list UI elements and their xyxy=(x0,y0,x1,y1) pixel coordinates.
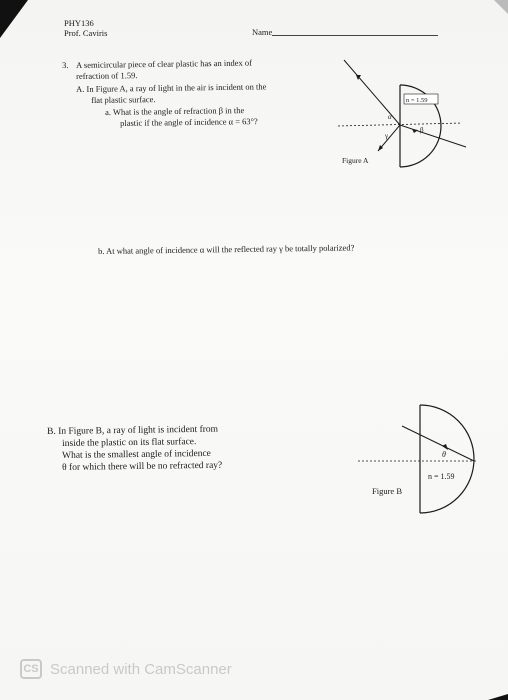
figure-a-beta-label: β xyxy=(420,126,424,134)
partB-line1: B. In Figure B, a ray of light is incident from xyxy=(47,424,219,437)
figure-b-theta-label: θ xyxy=(442,450,446,459)
camscanner-text: Scanned with CamScanner xyxy=(50,660,232,678)
course-code: PHY136 xyxy=(64,18,94,28)
partA-line1: A. In Figure A, a ray of light in the air is incident on the xyxy=(76,81,267,94)
figure-b-index-label: n = 1.59 xyxy=(428,472,455,481)
partA-line2: flat plastic surface. xyxy=(91,94,156,105)
figure-a-gamma-label: γ xyxy=(385,132,389,140)
camscanner-watermark xyxy=(20,658,232,680)
figure-a-refracted-ray xyxy=(400,125,466,147)
scan-corner-shadow xyxy=(0,0,28,38)
question-intro-line1: A semicircular piece of clear plastic has an index of xyxy=(76,57,252,70)
camscanner-logo-icon: CS xyxy=(20,659,42,679)
figure-a-caption: Figure A xyxy=(342,156,369,165)
partA-a-line2: plastic if the angle of incidence α = 63°? xyxy=(120,116,258,128)
professor-name: Prof. Caviris xyxy=(64,28,108,38)
scan-corner-fold xyxy=(494,0,508,14)
figure-a-alpha-label: α xyxy=(388,113,392,121)
figure-b-semicircle xyxy=(420,405,474,513)
question-number: 3. xyxy=(62,59,69,70)
partB-line3: What is the smallest angle of incidence xyxy=(62,448,211,461)
figure-b-caption: Figure B xyxy=(372,486,402,496)
figure-b-diagram xyxy=(356,400,496,530)
partA-b-question: b. At what angle of incidence α will the reflected ray γ be totally polarized? xyxy=(98,242,355,256)
question-intro-line2: refraction of 1.59. xyxy=(76,70,138,81)
partB-line4: θ for which there will be no refracted ray? xyxy=(62,460,223,473)
name-blank-line xyxy=(272,35,438,36)
partA-a-line1: a. What is the angle of refraction β in the xyxy=(105,105,245,117)
partB-line2: inside the plastic on its flat surface. xyxy=(62,437,197,449)
figure-a-diagram xyxy=(330,55,470,185)
figure-a-index-label: n = 1.59 xyxy=(406,97,428,104)
scan-corner-edge xyxy=(488,694,508,700)
figure-b-incident-ray xyxy=(402,426,474,461)
name-label: Name xyxy=(252,27,273,37)
